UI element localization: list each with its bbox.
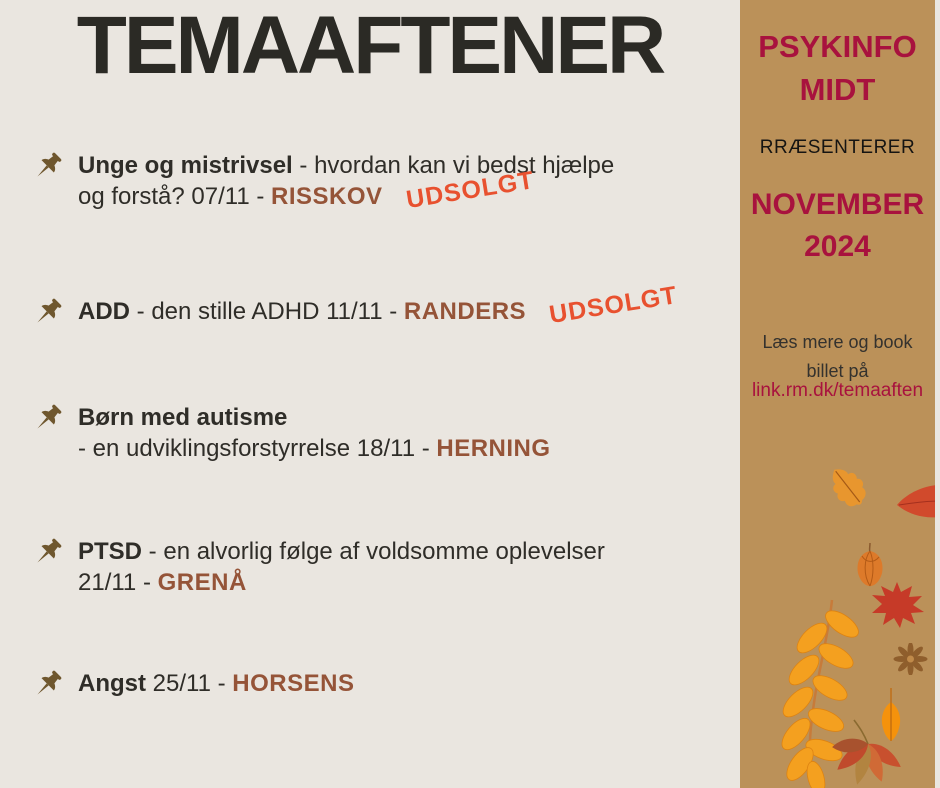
cta-line-1: Læs mere og book — [762, 332, 913, 352]
event-line-1 — [78, 150, 718, 181]
soldout-stamp: UDSOLGT — [403, 166, 536, 215]
event-line-1 — [78, 281, 718, 330]
event-text — [78, 536, 718, 598]
event-text — [78, 281, 718, 333]
event-item-ptsd — [28, 536, 718, 598]
month-title: NOVEMBER 2024 — [750, 188, 925, 263]
event-description: - en udviklingsforstyrrelse 18/11 - — [78, 435, 437, 462]
event-title: ADD — [78, 298, 130, 325]
event-text — [78, 668, 718, 705]
soldout-stamp: UDSOLGT — [547, 281, 680, 330]
event-date: og forstå? 07/11 - — [78, 183, 272, 210]
event-item-angst — [28, 668, 718, 705]
event-location: GRENÅ — [157, 569, 247, 596]
event-title: Børn med autisme — [78, 404, 288, 431]
event-line-2 — [78, 567, 718, 598]
event-item-boern-med-autisme — [28, 402, 718, 464]
event-date: 25/11 - — [146, 670, 233, 697]
chestnut-leaf-icon — [818, 718, 913, 788]
pushpin-icon — [28, 147, 66, 187]
event-location: RISSKOV — [271, 183, 383, 210]
event-location: HORSENS — [232, 670, 355, 697]
event-text — [78, 150, 718, 215]
event-line-2 — [78, 433, 718, 464]
event-date: 21/11 - — [78, 569, 158, 596]
pushpin-icon — [28, 533, 66, 573]
star-anise-icon — [893, 643, 928, 680]
cta-text — [740, 328, 935, 386]
event-location: RANDERS — [403, 298, 527, 325]
presents-label: RRÆSENTERER — [759, 137, 916, 158]
event-item-add — [28, 281, 718, 333]
event-line-1 — [78, 668, 718, 699]
event-item-unge-og-mistrivsel — [28, 150, 718, 215]
red-leaf-icon — [895, 483, 935, 528]
sidebar — [740, 0, 935, 788]
event-description: - hvordan kan vi bedst hjælpe — [292, 152, 615, 179]
event-description: - en alvorlig følge af voldsomme oplevelser — [142, 538, 605, 565]
cta-line-2: billet på — [806, 361, 869, 381]
page-title: TEMAAFTENER — [76, 0, 664, 91]
event-title: PTSD — [78, 538, 143, 565]
brand-title: PSYKINFO MIDT — [758, 29, 917, 107]
booking-link[interactable]: link.rm.dk/temaaften — [751, 380, 924, 401]
event-title: Unge og mistrivsel — [78, 152, 293, 179]
event-text — [78, 402, 718, 464]
pushpin-icon — [28, 293, 66, 333]
event-line-1 — [78, 402, 718, 433]
event-location: HERNING — [436, 435, 551, 462]
event-line-1 — [78, 536, 718, 567]
event-title: Angst — [78, 670, 146, 697]
event-line-2 — [78, 166, 718, 215]
oak-leaf-icon — [815, 462, 881, 517]
pushpin-icon — [28, 665, 66, 705]
maple-leaf-icon — [866, 580, 928, 633]
pushpin-icon — [28, 399, 66, 439]
event-description: - den stille ADHD 11/11 - — [130, 298, 404, 325]
